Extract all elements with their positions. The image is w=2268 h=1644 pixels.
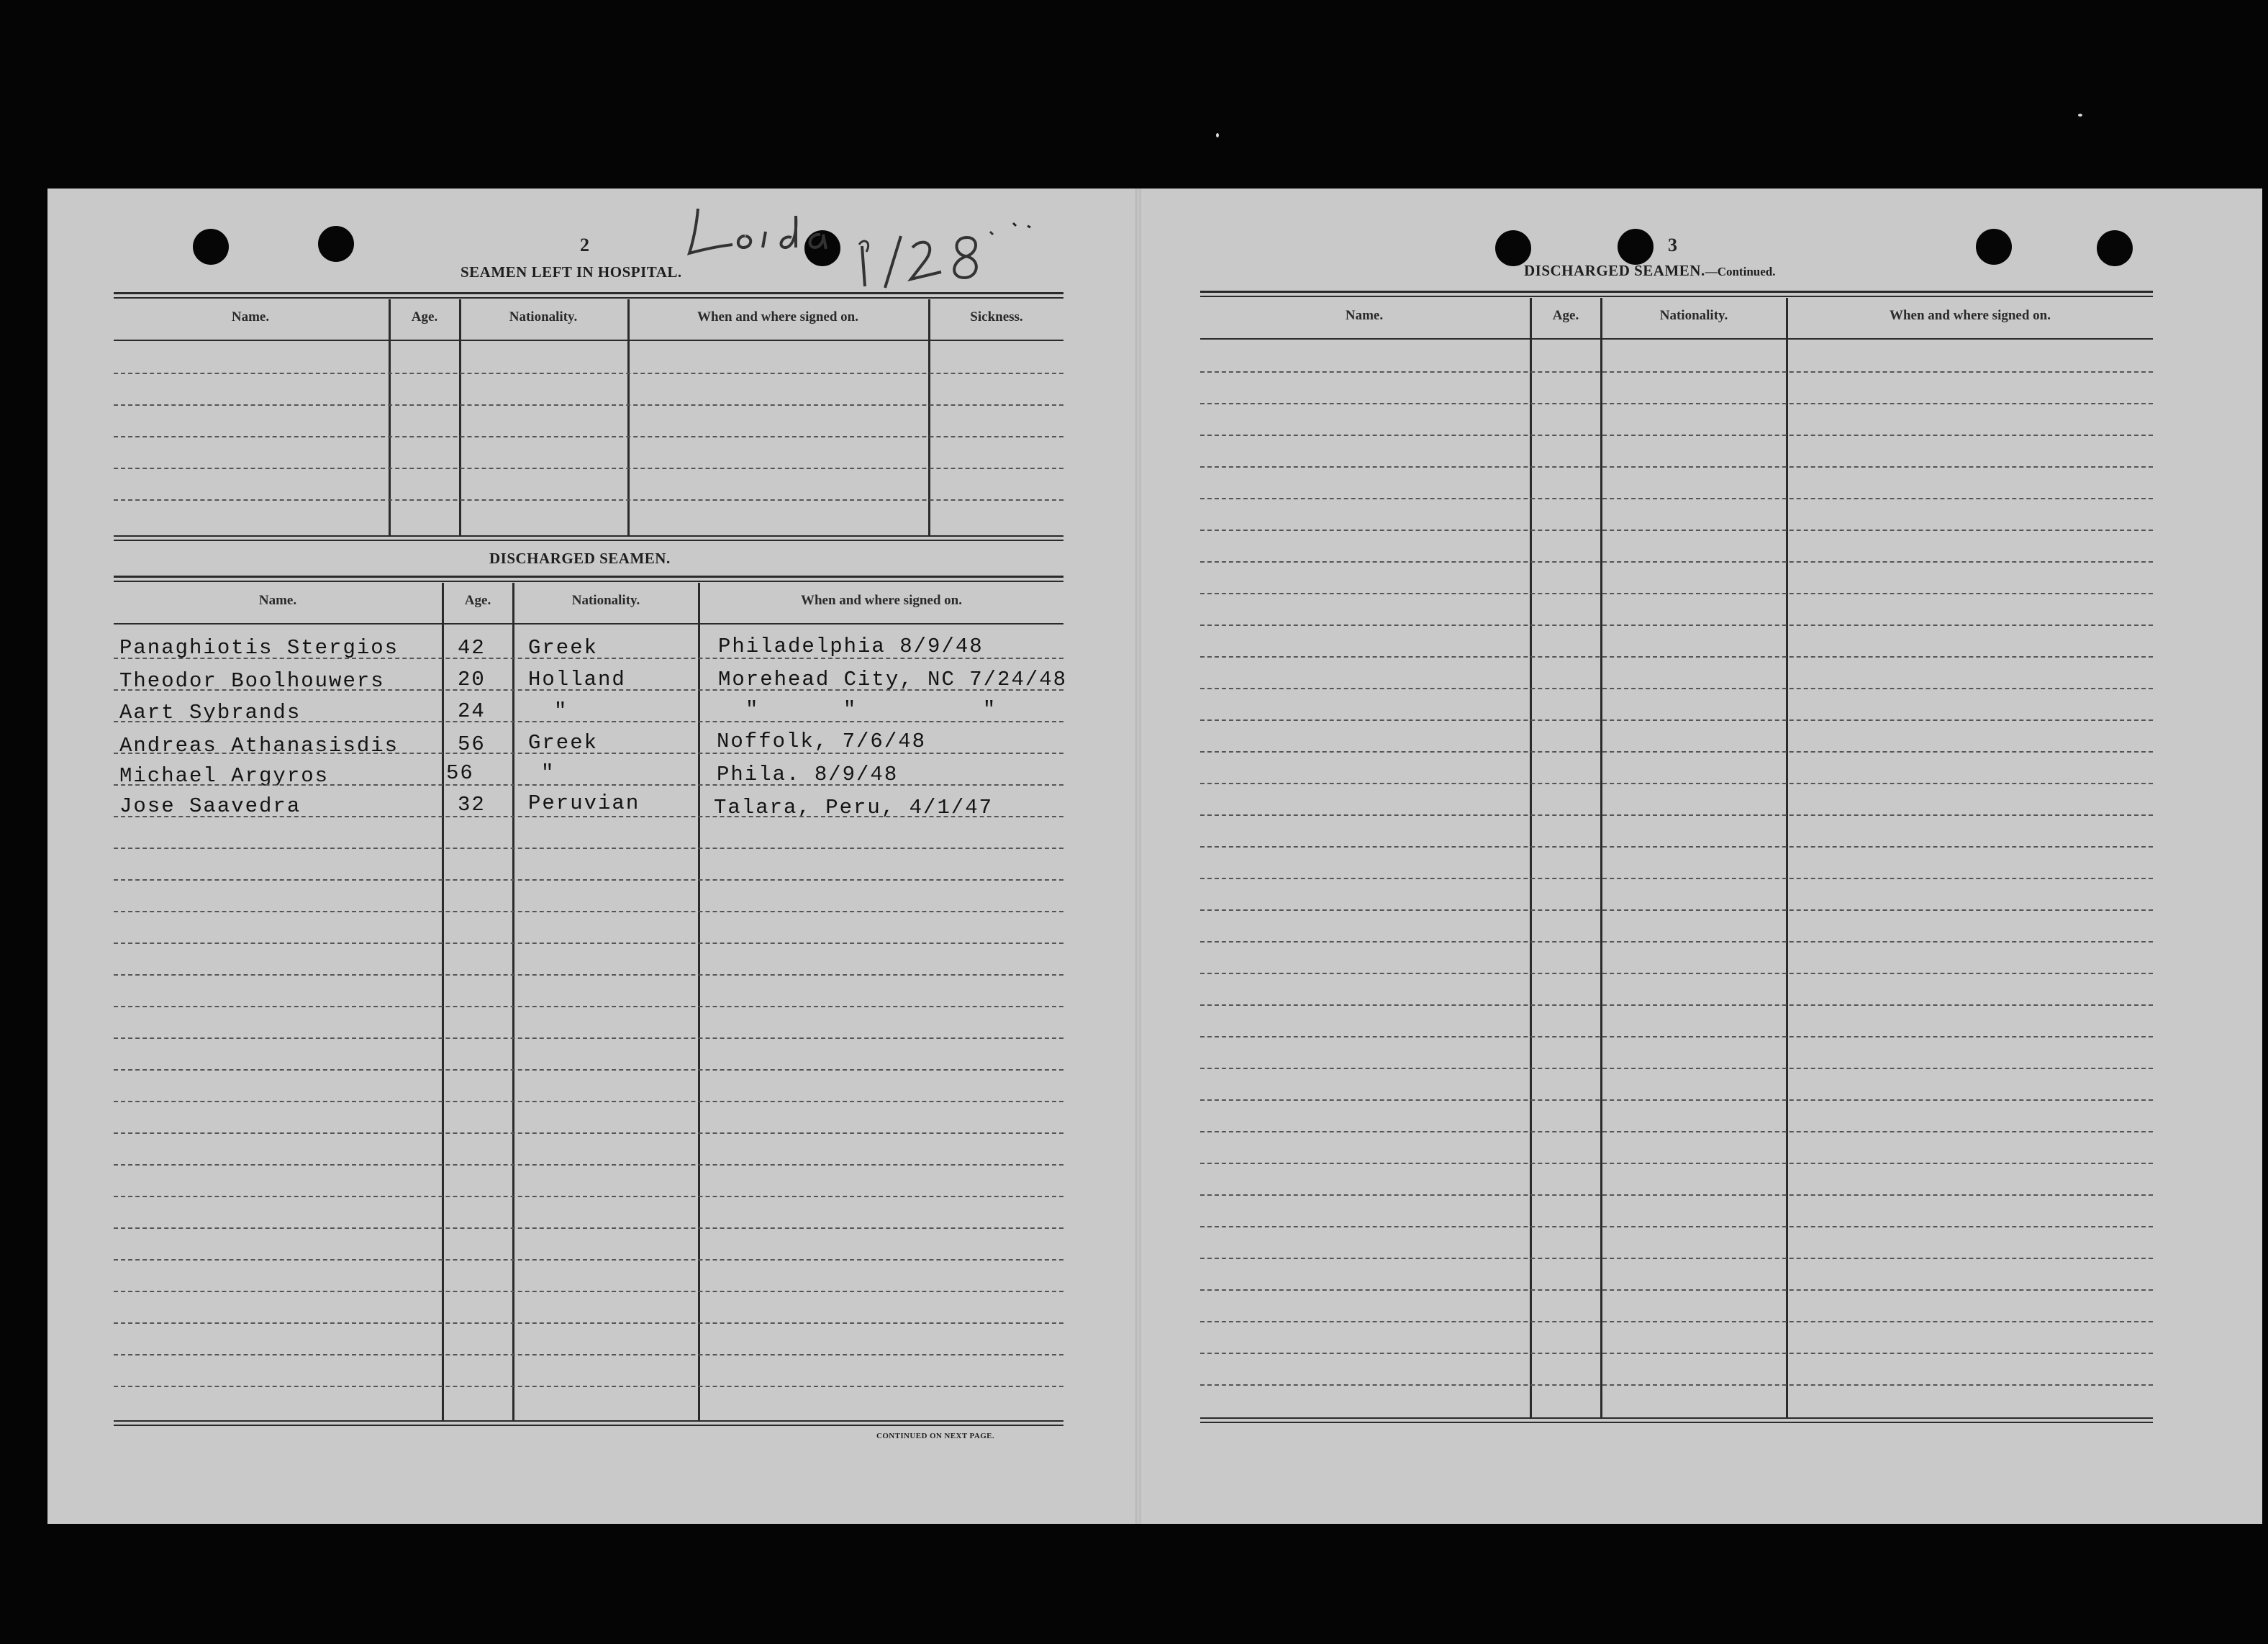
handwritten-note [676,194,1051,295]
column-header-age: Age. [464,593,491,608]
header-underline [114,623,1063,625]
row-line [1200,625,2153,626]
row-line [1200,1099,2153,1101]
punch-hole [1976,229,2012,265]
header-underline [1200,338,2153,340]
column-header-sickness: Sickness. [970,309,1023,324]
row-line [1200,1004,2153,1006]
punch-hole [193,229,229,265]
table-bottom-rule [114,535,1063,537]
seaman-signed-on: " " " [745,698,997,722]
row-line [114,1354,1063,1355]
page-gutter [1135,189,1141,1524]
row-line [114,436,1063,437]
column-header-nationality: Nationality. [509,309,578,324]
row-line [114,499,1063,501]
row-line [1200,1353,2153,1354]
row-line [114,373,1063,374]
seaman-name: Panaghiotis Stergios [119,636,399,660]
column-header-nationality: Nationality. [1659,308,1728,323]
table-top-rule [1200,296,2153,297]
seaman-nationality: Holland [528,668,626,691]
continued-note: CONTINUED ON NEXT PAGE. [876,1432,995,1440]
table-top-rule [114,292,1063,294]
row-line [114,658,1063,659]
seaman-signed-on: Noffolk, 7/6/48 [717,730,927,753]
row-line [114,1227,1063,1229]
table-top-rule [1200,291,2153,293]
seaman-nationality: " [541,761,555,785]
row-line [1200,1194,2153,1196]
row-line [1200,1131,2153,1132]
seaman-age: 56 [458,732,486,756]
row-line [114,468,1063,469]
row-line [1200,941,2153,943]
column-divider [512,583,514,1420]
row-line [114,721,1063,722]
column-divider [698,583,700,1420]
column-divider [627,299,630,537]
row-line [114,848,1063,849]
section-title-discharged-continued [1524,262,1775,280]
header-underline [114,340,1063,341]
row-line [114,404,1063,406]
seaman-age: 24 [458,699,486,723]
table-bottom-rule [1200,1417,2153,1419]
row-line [1200,1289,2153,1291]
row-line [1200,371,2153,373]
row-line [1200,498,2153,499]
column-divider [442,583,444,1420]
seaman-signed-on: Philadelphia 8/9/48 [718,635,984,658]
column-header-nationality: Nationality. [571,593,640,608]
row-line [114,1386,1063,1387]
row-line [1200,561,2153,563]
seaman-name: Andreas Athanasisdis [119,734,399,758]
row-line [114,753,1063,754]
page-number: 3 [1668,235,1677,255]
row-line [1200,688,2153,689]
seaman-name: Aart Sybrands [119,701,301,725]
row-line [1200,909,2153,911]
section-title-text: DISCHARGED SEAMEN. [1524,262,1705,279]
scan-speck [2078,114,2082,117]
scan-speck [1216,133,1219,137]
seaman-nationality: Greek [528,636,599,660]
row-line [1200,593,2153,594]
row-line [1200,1258,2153,1259]
row-line [1200,466,2153,468]
row-line [1200,878,2153,879]
row-line [1200,1384,2153,1386]
row-line [1200,530,2153,531]
row-line [114,689,1063,691]
row-line [114,879,1063,881]
row-line [1200,751,2153,753]
column-header-name: Name. [231,309,270,324]
row-line [1200,1068,2153,1069]
row-line [114,1037,1063,1039]
row-line [1200,1163,2153,1164]
row-line [1200,403,2153,404]
table-bottom-rule [1200,1422,2153,1423]
punch-hole [318,226,354,262]
seaman-signed-on: Phila. 8/9/48 [717,763,899,786]
seaman-name: Jose Saavedra [119,794,301,818]
punch-hole [1618,229,1654,265]
row-line [1200,846,2153,848]
seaman-age: 20 [458,668,486,691]
row-line [114,1291,1063,1292]
column-header-age: Age. [1552,308,1579,323]
table-bottom-rule [114,1420,1063,1422]
table-bottom-rule [114,540,1063,541]
column-header-name: Name. [258,593,297,608]
seaman-age: 32 [458,793,486,817]
row-line [1200,783,2153,784]
row-line [1200,656,2153,658]
section-title-hospital: SEAMEN LEFT IN HOSPITAL. [461,263,682,281]
column-divider [389,299,391,537]
table-top-rule [114,576,1063,578]
seaman-age: 56 [446,761,474,785]
row-line [1200,1036,2153,1037]
table-top-rule [114,581,1063,582]
row-line [114,1006,1063,1007]
column-divider [459,299,461,537]
row-line [1200,435,2153,436]
row-line [1200,814,2153,816]
row-line [114,1259,1063,1261]
table-top-rule [114,297,1063,299]
seaman-nationality: Peruvian [528,791,640,815]
row-line [1200,719,2153,721]
row-line [114,1322,1063,1324]
row-line [114,1196,1063,1197]
row-line [114,911,1063,912]
row-line [114,1132,1063,1134]
seaman-name: Michael Argyros [119,764,330,788]
column-header-signed-on: When and where signed on. [800,593,962,608]
column-header-signed-on: When and where signed on. [697,309,858,324]
section-title-discharged: DISCHARGED SEAMEN. [489,550,671,567]
column-header-signed-on: When and where signed on. [1889,308,2051,323]
column-header-name: Name. [1345,308,1384,323]
punch-hole [2097,230,2133,266]
row-line [114,784,1063,786]
column-header-age: Age. [411,309,438,324]
seaman-nationality: Greek [528,731,599,755]
seaman-nationality: " [554,699,568,723]
seaman-signed-on: Morehead City, NC 7/24/48 [718,668,1068,691]
row-line [1200,1226,2153,1227]
row-line [114,974,1063,976]
section-title-suffix: —Continued. [1705,265,1776,278]
punch-hole [1495,230,1531,266]
row-line [114,1069,1063,1071]
column-divider [928,299,930,537]
row-line [114,1101,1063,1102]
page-number: 2 [580,235,589,255]
row-line [114,943,1063,944]
row-line [114,1164,1063,1166]
seaman-age: 42 [458,636,486,660]
seaman-name: Theodor Boolhouwers [119,669,385,693]
row-line [1200,1321,2153,1322]
seaman-signed-on: Talara, Peru, 4/1/47 [714,796,994,819]
row-line [114,816,1063,817]
row-line [1200,973,2153,974]
table-bottom-rule [114,1425,1063,1426]
